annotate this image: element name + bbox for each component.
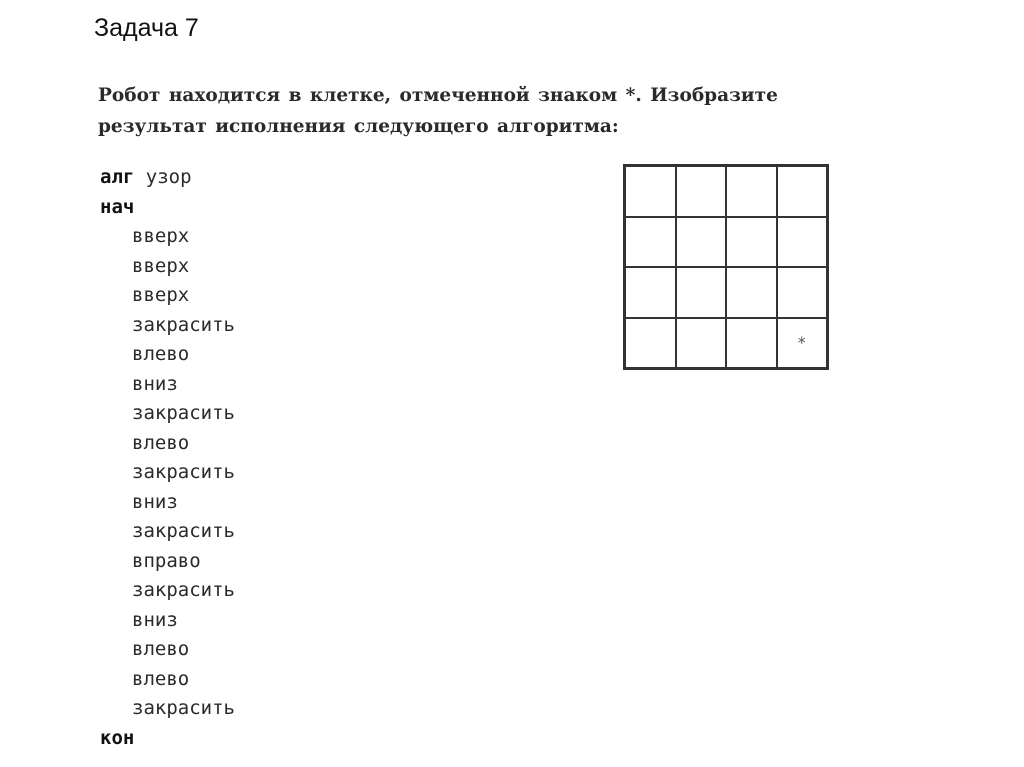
command: влево	[132, 343, 190, 365]
task-description-line-2: результат исполнения следующего алгоритма:	[98, 116, 619, 137]
task-description-line-1: Робот находится в клетке, отмеченной знаком *. Изобразите	[98, 85, 778, 106]
algorithm-listing	[100, 163, 235, 753]
alg-keyword: алг	[100, 166, 135, 188]
command: вниз	[132, 372, 178, 395]
grid-cell	[777, 217, 828, 268]
command: закрасить	[132, 520, 235, 542]
begin-keyword: нач	[100, 195, 135, 218]
command: вверх	[132, 284, 190, 306]
algorithm-name: узор	[145, 166, 192, 188]
grid-cell	[676, 217, 727, 268]
command: закрасить	[132, 461, 235, 483]
command: закрасить	[132, 402, 235, 424]
grid-cell	[777, 267, 828, 318]
grid-cell	[777, 166, 828, 217]
command: закрасить	[132, 697, 235, 719]
end-keyword: кон	[100, 726, 135, 749]
command: вверх	[132, 225, 190, 247]
command: вправо	[132, 549, 201, 572]
grid-cell	[625, 217, 676, 268]
grid-cell	[726, 217, 777, 268]
grid-cell	[625, 166, 676, 217]
grid-cell	[676, 267, 727, 318]
command: влево	[132, 431, 190, 454]
grid-cell	[726, 166, 777, 217]
grid-cell	[676, 318, 727, 369]
command: вниз	[132, 490, 178, 513]
command: закрасить	[132, 579, 235, 601]
command: влево	[132, 667, 190, 690]
command: закрасить	[132, 313, 235, 336]
grid-cell	[625, 318, 676, 369]
command: вверх	[132, 254, 190, 277]
grid-cell	[726, 318, 777, 369]
command: вниз	[132, 608, 178, 631]
task-description	[98, 80, 898, 142]
algorithm-header	[100, 163, 235, 193]
command: влево	[132, 638, 190, 660]
grid-cell	[676, 166, 727, 217]
robot-field-grid	[623, 164, 829, 370]
grid-cell	[726, 267, 777, 318]
robot-marker: *	[797, 333, 806, 353]
robot-start-cell	[777, 318, 828, 369]
task-title: Задача 7	[94, 14, 199, 42]
grid-cell	[625, 267, 676, 318]
